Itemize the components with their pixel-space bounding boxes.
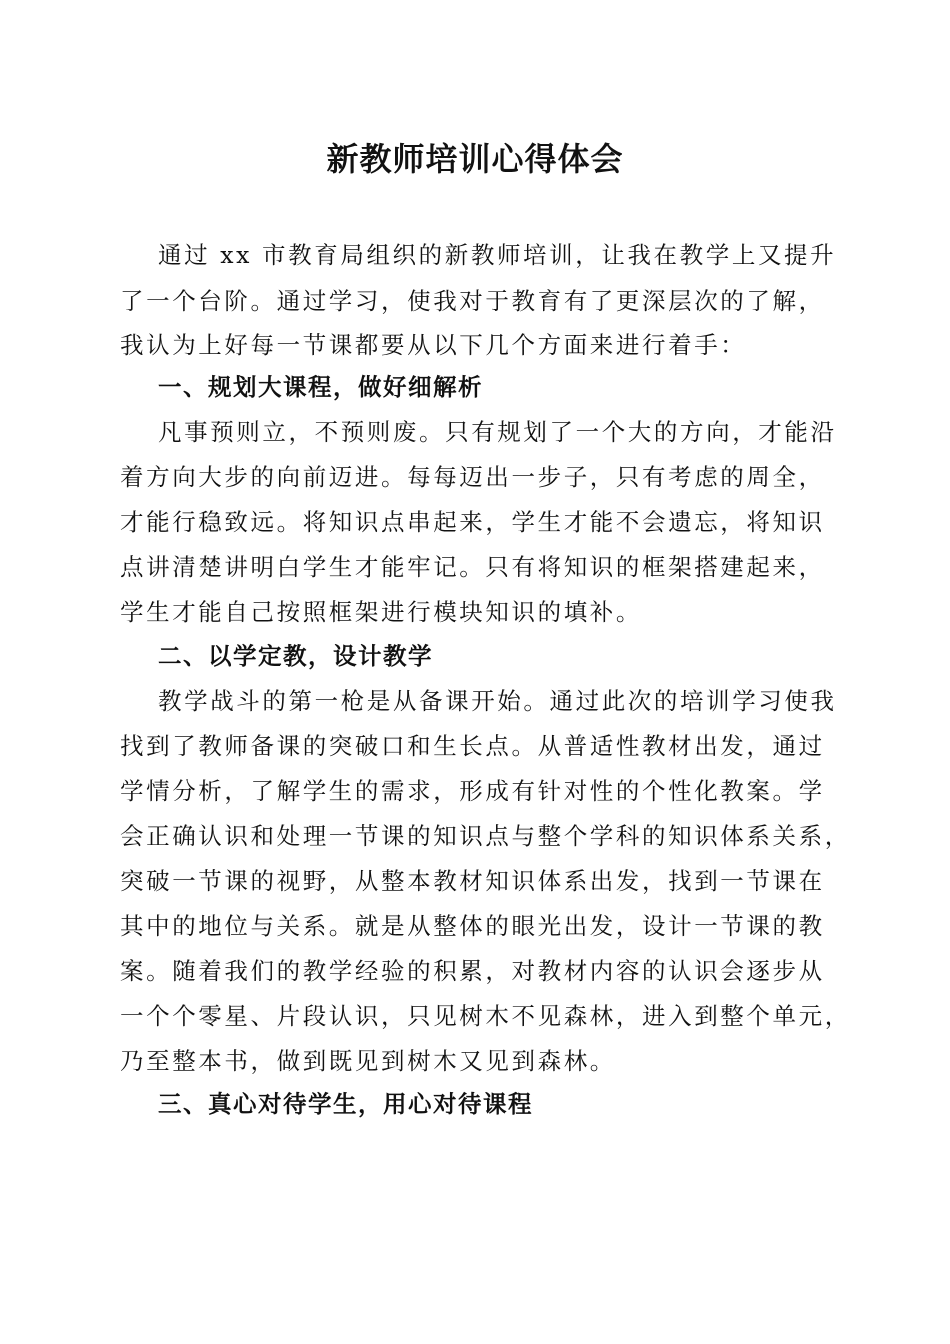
section2-line-7: 案。随着我们的教学经验的积累，对教材内容的认识会逐步从 (120, 957, 825, 985)
section3-heading: 三、真心对待学生，用心对待课程 (158, 1090, 533, 1118)
section2-line-5: 突破一节课的视野，从整本教材知识体系出发，找到一节课在 (120, 867, 825, 895)
section1-line-1: 凡事预则立，不预则废。只有规划了一个大的方向，才能沿 (158, 418, 837, 446)
section2-line-9: 乃至整本书，做到既见到树木又见到森林。 (120, 1047, 616, 1075)
section2-line-1: 教学战斗的第一枪是从备课开始。通过此次的培训学习使我 (158, 687, 837, 715)
section2-line-4: 会正确认识和处理一节课的知识点与整个学科的知识体系关系， (120, 822, 851, 850)
section2-line-8: 一个个零星、片段认识，只见树木不见森林，进入到整个单元， (120, 1002, 851, 1030)
section1-line-3: 才能行稳致远。将知识点串起来，学生才能不会遗忘，将知识 (120, 508, 825, 536)
section1-line-2: 着方向大步的向前迈进。每每迈出一步子，只有考虑的周全， (120, 463, 825, 491)
section2-line-3: 学情分析，了解学生的需求，形成有针对性的个性化教案。学 (120, 777, 825, 805)
intro-line-2: 了一个台阶。通过学习，使我对于教育有了更深层次的了解， (120, 287, 825, 315)
section2-line-2: 找到了教师备课的突破口和生长点。从普适性教材出发，通过 (120, 732, 825, 760)
intro-line-3: 我认为上好每一节课都要从以下几个方面来进行着手： (120, 331, 747, 359)
section1-heading: 一、规划大课程，做好细解析 (158, 373, 483, 401)
section2-heading: 二、以学定教，设计教学 (158, 642, 433, 670)
section1-line-4: 点讲清楚讲明白学生才能牢记。只有将知识的框架搭建起来， (120, 553, 825, 581)
section1-line-5: 学生才能自己按照框架进行模块知识的填补。 (120, 598, 642, 626)
section2-line-6: 其中的地位与关系。就是从整体的眼光出发，设计一节课的教 (120, 912, 825, 940)
intro-line-1: 通过 xx 市教育局组织的新教师培训，让我在教学上又提升 (158, 241, 837, 269)
document-title: 新教师培训心得体会 (326, 140, 624, 178)
